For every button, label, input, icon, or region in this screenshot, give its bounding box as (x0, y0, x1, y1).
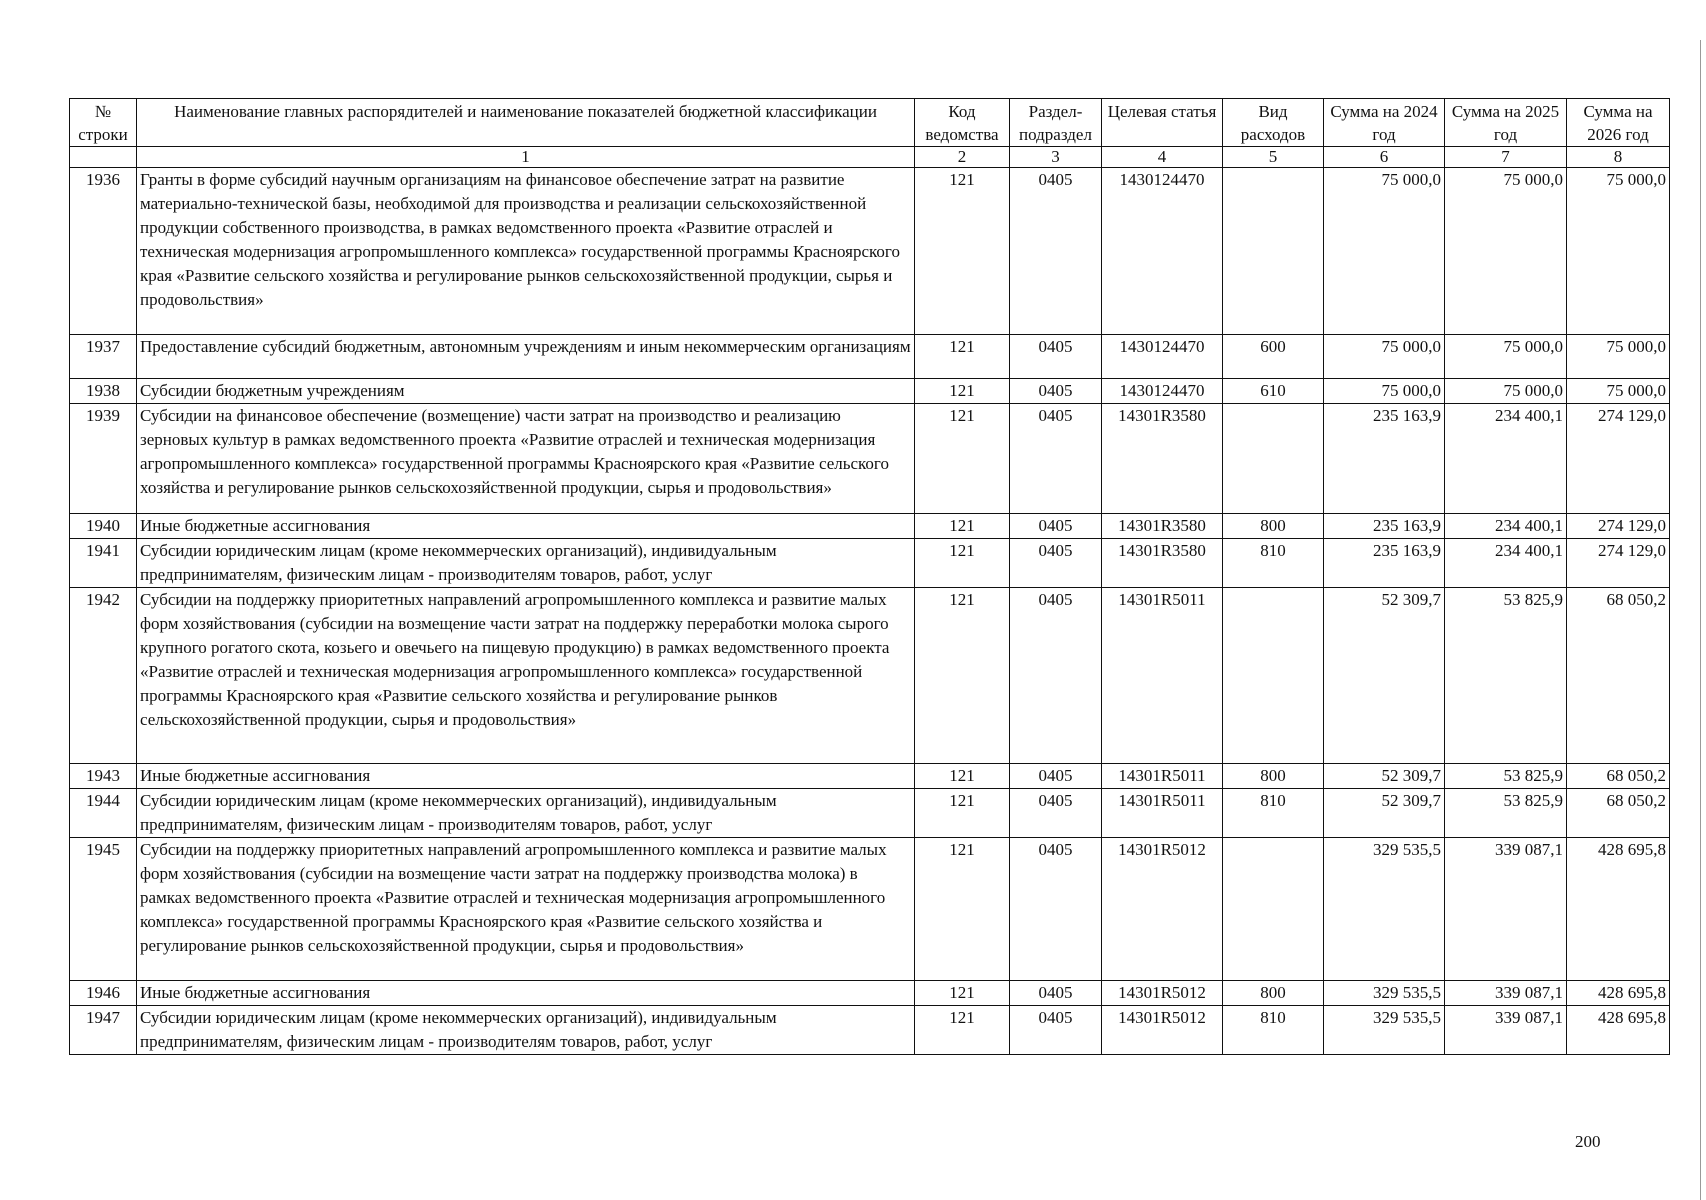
target-cell: 14301R3580 (1102, 514, 1223, 539)
sum-2024-cell: 52 309,7 (1324, 588, 1445, 764)
section-cell: 0405 (1010, 335, 1102, 379)
sum-2025-cell: 75 000,0 (1445, 379, 1567, 404)
column-number: 6 (1324, 147, 1445, 168)
target-cell: 1430124470 (1102, 168, 1223, 335)
expense-type-cell: 800 (1223, 981, 1324, 1006)
table-row (70, 764, 1670, 789)
row-number-cell: 1941 (70, 539, 137, 588)
table-row (70, 588, 1670, 764)
table-row (70, 335, 1670, 379)
header-section: Раздел-подраздел (1010, 99, 1102, 147)
expense-type-cell: 800 (1223, 764, 1324, 789)
sum-2025-cell: 53 825,9 (1445, 764, 1567, 789)
sum-2025-cell: 53 825,9 (1445, 789, 1567, 838)
table-row (70, 539, 1670, 588)
sum-2026-cell: 75 000,0 (1567, 168, 1670, 335)
row-name-cell: Субсидии юридическим лицам (кроме некоммерческих организаций), индивидуальным предпринимателям, физическим лицам - производителям товаров, работ, услуг (137, 539, 915, 588)
sum-2024-cell: 75 000,0 (1324, 335, 1445, 379)
row-number-cell: 1936 (70, 168, 137, 335)
row-number-cell: 1946 (70, 981, 137, 1006)
sum-2026-cell: 75 000,0 (1567, 335, 1670, 379)
dept-code-cell: 121 (915, 514, 1010, 539)
row-number-cell: 1942 (70, 588, 137, 764)
dept-code-cell: 121 (915, 1006, 1010, 1055)
header-sum-2026: Сумма на 2026 год (1567, 99, 1670, 147)
table-row (70, 1006, 1670, 1055)
sum-2024-cell: 235 163,9 (1324, 514, 1445, 539)
section-cell: 0405 (1010, 168, 1102, 335)
column-number: 1 (137, 147, 915, 168)
row-name-cell: Субсидии бюджетным учреждениям (137, 379, 915, 404)
sum-2024-cell: 75 000,0 (1324, 168, 1445, 335)
table-row (70, 514, 1670, 539)
header-expense-type: Вид расходов (1223, 99, 1324, 147)
column-number: 4 (1102, 147, 1223, 168)
row-name-cell: Иные бюджетные ассигнования (137, 764, 915, 789)
table-row (70, 838, 1670, 981)
row-name-cell: Иные бюджетные ассигнования (137, 981, 915, 1006)
sum-2024-cell: 52 309,7 (1324, 789, 1445, 838)
sum-2026-cell: 428 695,8 (1567, 1006, 1670, 1055)
section-cell: 0405 (1010, 764, 1102, 789)
expense-type-cell (1223, 838, 1324, 981)
row-number-cell: 1947 (70, 1006, 137, 1055)
table-header (70, 99, 1670, 168)
target-cell: 14301R3580 (1102, 539, 1223, 588)
row-name-cell: Предоставление субсидий бюджетным, автономным учреждениям и иным некоммерческим организациям (137, 335, 915, 379)
dept-code-cell: 121 (915, 838, 1010, 981)
row-number-cell: 1945 (70, 838, 137, 981)
section-cell: 0405 (1010, 1006, 1102, 1055)
table-row (70, 379, 1670, 404)
row-number-cell: 1940 (70, 514, 137, 539)
expense-type-cell (1223, 404, 1324, 514)
header-row (70, 99, 1670, 147)
target-cell: 14301R3580 (1102, 404, 1223, 514)
expense-type-cell: 810 (1223, 789, 1324, 838)
expense-type-cell: 800 (1223, 514, 1324, 539)
target-cell: 14301R5011 (1102, 789, 1223, 838)
header-name: Наименование главных распорядителей и наименование показателей бюджетной классификации (137, 99, 915, 147)
column-number: 2 (915, 147, 1010, 168)
row-name-cell: Субсидии на финансовое обеспечение (возмещение) части затрат на производство и реализацию зерновых культур в рамках ведомственного проекта «Развитие отраслей и техническая модернизация агропромышленного комплекса» государственной программы Красноярского края «Развитие сельского хозяйства и регулирование рынков сельскохозяйственной продукции, сырья и продовольствия» (137, 404, 915, 514)
dept-code-cell: 121 (915, 379, 1010, 404)
table-row (70, 404, 1670, 514)
column-number: 3 (1010, 147, 1102, 168)
row-number-cell: 1943 (70, 764, 137, 789)
sum-2024-cell: 235 163,9 (1324, 539, 1445, 588)
expense-type-cell (1223, 168, 1324, 335)
target-cell: 14301R5012 (1102, 838, 1223, 981)
table-row (70, 981, 1670, 1006)
sum-2026-cell: 68 050,2 (1567, 789, 1670, 838)
section-cell: 0405 (1010, 588, 1102, 764)
sum-2026-cell: 274 129,0 (1567, 404, 1670, 514)
sum-2026-cell: 274 129,0 (1567, 514, 1670, 539)
expense-type-cell: 810 (1223, 1006, 1324, 1055)
header-target: Целевая статья (1102, 99, 1223, 147)
dept-code-cell: 121 (915, 789, 1010, 838)
sum-2026-cell: 428 695,8 (1567, 838, 1670, 981)
table-row (70, 168, 1670, 335)
sum-2025-cell: 53 825,9 (1445, 588, 1567, 764)
target-cell: 1430124470 (1102, 335, 1223, 379)
sum-2025-cell: 339 087,1 (1445, 981, 1567, 1006)
column-number (70, 147, 137, 168)
section-cell: 0405 (1010, 379, 1102, 404)
header-sum-2025: Сумма на 2025 год (1445, 99, 1567, 147)
target-cell: 14301R5012 (1102, 981, 1223, 1006)
sum-2025-cell: 234 400,1 (1445, 404, 1567, 514)
dept-code-cell: 121 (915, 588, 1010, 764)
row-name-cell: Гранты в форме субсидий научным организациям на финансовое обеспечение затрат на развитие материально-технической базы, необходимой для производства и реализации сельскохозяйственной продукции собственного производства, в рамках ведомственного проекта «Развитие отраслей и техническая модернизация агропромышленного комплекса» государственной программы Красноярского края «Развитие сельского хозяйства и регулирование рынков сельскохозяйственной продукции, сырья и продовольствия» (137, 168, 915, 335)
budget-table (69, 98, 1670, 1055)
dept-code-cell: 121 (915, 335, 1010, 379)
section-cell: 0405 (1010, 539, 1102, 588)
section-cell: 0405 (1010, 789, 1102, 838)
target-cell: 14301R5011 (1102, 588, 1223, 764)
expense-type-cell: 610 (1223, 379, 1324, 404)
row-number-cell: 1939 (70, 404, 137, 514)
target-cell: 1430124470 (1102, 379, 1223, 404)
row-number-cell: 1937 (70, 335, 137, 379)
row-name-cell: Субсидии на поддержку приоритетных направлений агропромышленного комплекса и развитие малых форм хозяйствования (субсидии на возмещение части затрат на поддержку производства молока) в рамках ведомственного проекта «Развитие отраслей и техническая модернизация агропромышленного комплекса» государственной программы Красноярского края «Развитие сельского хозяйства и регулирование рынков сельскохозяйственной продукции, сырья и продовольствия» (137, 838, 915, 981)
column-numbers-row (70, 147, 1670, 168)
sum-2024-cell: 329 535,5 (1324, 838, 1445, 981)
expense-type-cell: 600 (1223, 335, 1324, 379)
dept-code-cell: 121 (915, 539, 1010, 588)
column-number: 8 (1567, 147, 1670, 168)
section-cell: 0405 (1010, 838, 1102, 981)
sum-2026-cell: 75 000,0 (1567, 379, 1670, 404)
sum-2025-cell: 234 400,1 (1445, 514, 1567, 539)
section-cell: 0405 (1010, 404, 1102, 514)
sum-2025-cell: 75 000,0 (1445, 168, 1567, 335)
sum-2024-cell: 329 535,5 (1324, 981, 1445, 1006)
row-name-cell: Субсидии юридическим лицам (кроме некоммерческих организаций), индивидуальным предпринимателям, физическим лицам - производителям товаров, работ, услуг (137, 789, 915, 838)
sum-2024-cell: 52 309,7 (1324, 764, 1445, 789)
sum-2025-cell: 339 087,1 (1445, 838, 1567, 981)
row-name-cell: Субсидии юридическим лицам (кроме некоммерческих организаций), индивидуальным предпринимателям, физическим лицам - производителям товаров, работ, услуг (137, 1006, 915, 1055)
sum-2026-cell: 68 050,2 (1567, 764, 1670, 789)
budget-document (69, 98, 1669, 1055)
dept-code-cell: 121 (915, 168, 1010, 335)
sum-2024-cell: 235 163,9 (1324, 404, 1445, 514)
sum-2026-cell: 68 050,2 (1567, 588, 1670, 764)
dept-code-cell: 121 (915, 764, 1010, 789)
sum-2026-cell: 428 695,8 (1567, 981, 1670, 1006)
dept-code-cell: 121 (915, 981, 1010, 1006)
row-name-cell: Субсидии на поддержку приоритетных направлений агропромышленного комплекса и развитие малых форм хозяйствования (субсидии на возмещение части затрат на поддержку переработки молока сырого крупного рогатого скота, козьего и овечьего на пищевую продукцию) в рамках ведомственного проекта «Развитие отраслей и техническая модернизация агропромышленного комплекса» государственной программы Красноярского края «Развитие сельского хозяйства и регулирование рынков сельскохозяйственной продукции, сырья и продовольствия» (137, 588, 915, 764)
header-dept-code: Код ведомства (915, 99, 1010, 147)
sum-2025-cell: 339 087,1 (1445, 1006, 1567, 1055)
sum-2024-cell: 329 535,5 (1324, 1006, 1445, 1055)
row-number-cell: 1944 (70, 789, 137, 838)
expense-type-cell: 810 (1223, 539, 1324, 588)
sum-2025-cell: 75 000,0 (1445, 335, 1567, 379)
row-number-cell: 1938 (70, 379, 137, 404)
sum-2025-cell: 234 400,1 (1445, 539, 1567, 588)
scan-edge-line (1700, 40, 1701, 1200)
header-row-no: № строки (70, 99, 137, 147)
table-row (70, 789, 1670, 838)
dept-code-cell: 121 (915, 404, 1010, 514)
column-number: 5 (1223, 147, 1324, 168)
header-sum-2024: Сумма на 2024 год (1324, 99, 1445, 147)
section-cell: 0405 (1010, 514, 1102, 539)
sum-2024-cell: 75 000,0 (1324, 379, 1445, 404)
column-number: 7 (1445, 147, 1567, 168)
target-cell: 14301R5011 (1102, 764, 1223, 789)
sum-2026-cell: 274 129,0 (1567, 539, 1670, 588)
table-body (70, 168, 1670, 1055)
page-number: 200 (1575, 1132, 1601, 1151)
target-cell: 14301R5012 (1102, 1006, 1223, 1055)
expense-type-cell (1223, 588, 1324, 764)
row-name-cell: Иные бюджетные ассигнования (137, 514, 915, 539)
section-cell: 0405 (1010, 981, 1102, 1006)
